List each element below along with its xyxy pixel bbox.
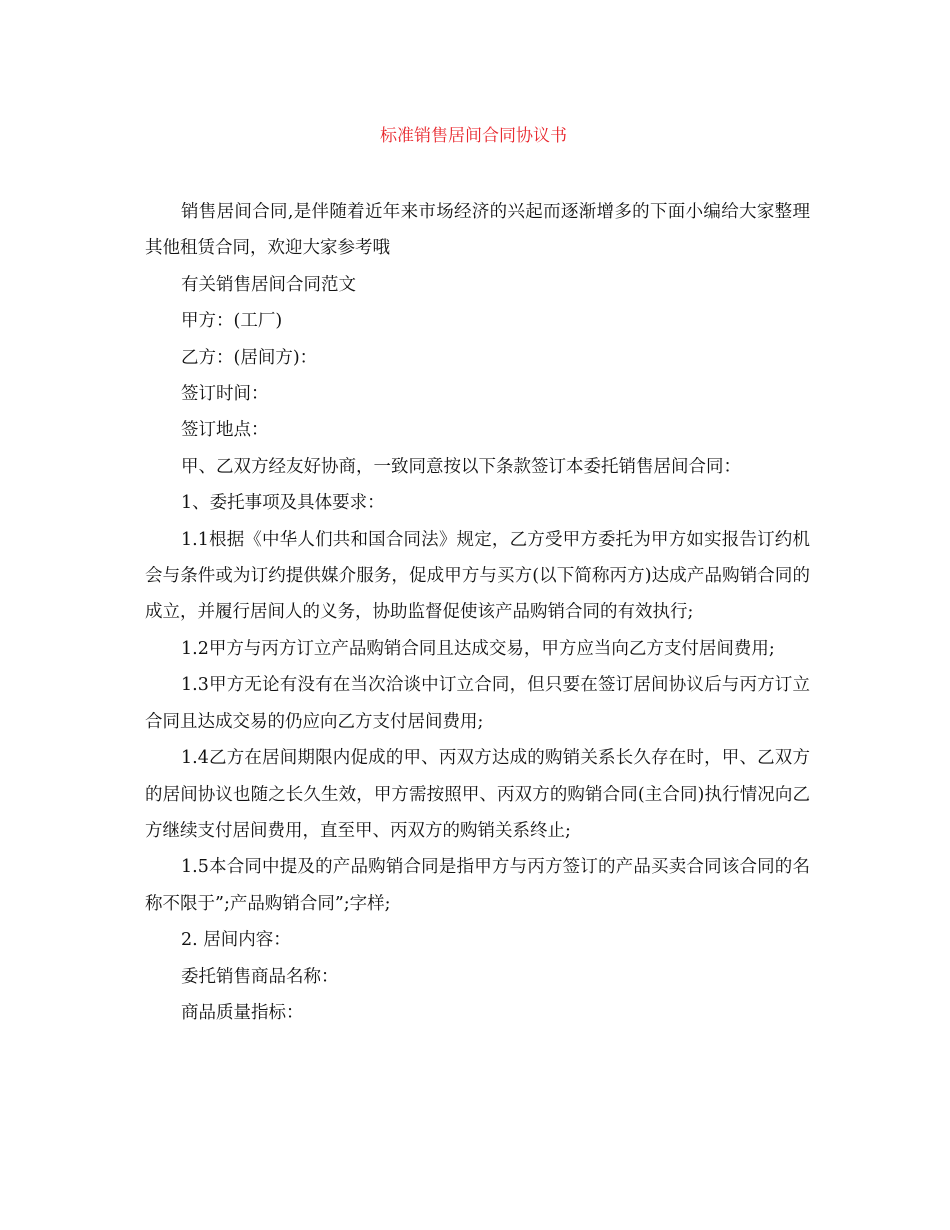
paragraph-clause-1-3: 1.3甲方无论有没有在当次洽谈中订立合同，但只要在签订居间协议后与丙方订立合同且达成交易的仍应向乙方支付居间费用; — [145, 675, 810, 732]
paragraph-clause-1-2: 1.2甲方与丙方订立产品购销合同且达成交易，甲方应当向乙方支付居间费用; — [181, 638, 775, 659]
paragraph-sample-heading: 有关销售居间合同范文 — [181, 274, 356, 295]
paragraph-clause-1-1: 1.1根据《中华人们共和国合同法》规定，乙方受甲方委托为甲方如实报告订约机会与条件或为订约提供媒介服务，促成甲方与买方(以下简称丙方)达成产品购销合同的成立，并履行居间人的义务，协助监督促使该产品购销合同的有效执行; — [145, 529, 810, 623]
document-page — [145, 118, 810, 1031]
paragraph-product-name: 委托销售商品名称： — [181, 966, 339, 987]
paragraph-clause-1-5: 1.5本合同中提及的产品购销合同是指甲方与丙方签订的产品买卖合同该合同的名称不限于”;产品购销合同”;字样; — [145, 857, 810, 914]
paragraph-intro: 销售居间合同,是伴随着近年来市场经济的兴起而逐渐增多的下面小编给大家整理其他租赁合同，欢迎大家参考哦 — [145, 202, 810, 259]
paragraph-party-a: 甲方：(工厂) — [181, 311, 283, 332]
paragraph-agreement: 甲、乙双方经友好协商，一致同意按以下条款签订本委托销售居间合同： — [181, 456, 741, 477]
paragraph-signing-place: 签订地点： — [181, 420, 269, 441]
paragraph-party-b: 乙方：(居间方)： — [181, 347, 318, 368]
paragraph-signing-time: 签订时间： — [181, 384, 269, 405]
paragraph-section-2: 2. 居间内容： — [181, 930, 291, 951]
paragraph-section-1: 1、委托事项及具体要求： — [181, 493, 385, 514]
paragraph-quality-index: 商品质量指标： — [181, 1002, 304, 1023]
paragraph-clause-1-4: 1.4乙方在居间期限内促成的甲、丙双方达成的购销关系长久存在时，甲、乙双方的居间协议也随之长久生效，甲方需按照甲、丙双方的购销合同(主合同)执行情况向乙方继续支付居间费用，直至甲、丙双方的购销关系终止; — [145, 748, 810, 841]
document-title: 标准销售居间合同协议书 — [380, 126, 567, 146]
document-body — [145, 194, 810, 1031]
